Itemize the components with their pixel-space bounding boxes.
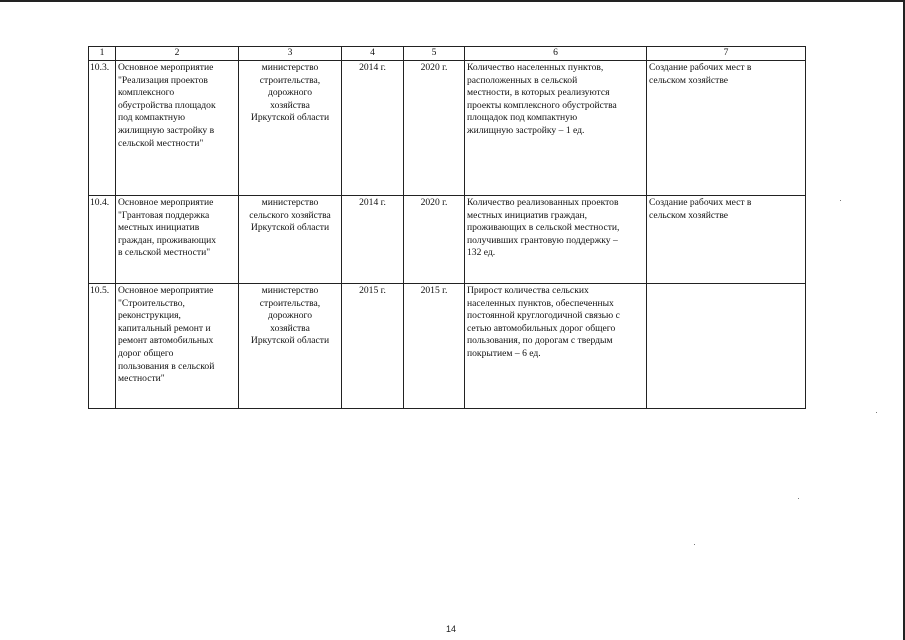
scan-speck	[876, 412, 877, 413]
start-year: 2014 г.	[342, 196, 404, 284]
header-col-5: 5	[404, 47, 465, 61]
indicator: Прирост количества сельских населенных пунктов, обеспеченных постоянной круглогодичной связью с сетью автомобильных дорог общего пользования, по дорогам с твердым покрытием – 6 ед.	[465, 284, 647, 409]
event-name: Основное мероприятие "Строительство, реконструкция, капитальный ремонт и ремонт автомобильных дорог общего пользования в сельской местности"	[116, 284, 239, 409]
event-name: Основное мероприятие "Реализация проектов комплексного обустройства площадок под компактную жилищную застройку в сельской местности"	[116, 61, 239, 196]
event-name: Основное мероприятие "Грантовая поддержка местных инициатив граждан, проживающих в сельской местности"	[116, 196, 239, 284]
indicator: Количество реализованных проектов местных инициатив граждан, проживающих в сельской местности, получивших грантовую поддержку – 132 ед.	[465, 196, 647, 284]
header-col-1: 1	[89, 47, 116, 61]
table-row	[89, 196, 806, 284]
executor: министерство строительства, дорожного хозяйства Иркутской области	[239, 284, 342, 409]
end-year: 2015 г.	[404, 284, 465, 409]
scan-speck	[798, 498, 799, 499]
page-number: 14	[446, 624, 457, 634]
row-number: 10.4.	[89, 196, 116, 284]
start-year: 2014 г.	[342, 61, 404, 196]
table-row	[89, 61, 806, 196]
scan-speck	[840, 200, 841, 201]
header-col-2: 2	[116, 47, 239, 61]
table-row	[89, 284, 806, 409]
row-number: 10.3.	[89, 61, 116, 196]
indicator: Количество населенных пунктов, расположенных в сельской местности, в которых реализуются проекты комплексного обустройства площадок под компактную жилищную застройку – 1 ед.	[465, 61, 647, 196]
executor: министерство сельского хозяйства Иркутской области	[239, 196, 342, 284]
end-year: 2020 г.	[404, 61, 465, 196]
header-col-7: 7	[647, 47, 806, 61]
header-col-4: 4	[342, 47, 404, 61]
program-measures-table	[88, 46, 806, 409]
start-year: 2015 г.	[342, 284, 404, 409]
end-year: 2020 г.	[404, 196, 465, 284]
header-row	[89, 47, 806, 61]
expected-result	[647, 284, 806, 409]
row-number: 10.5.	[89, 284, 116, 409]
header-col-6: 6	[465, 47, 647, 61]
page-edge-top	[0, 0, 905, 2]
scan-speck	[694, 544, 695, 545]
expected-result: Создание рабочих мест в сельском хозяйстве	[647, 61, 806, 196]
executor: министерство строительства, дорожного хозяйства Иркутской области	[239, 61, 342, 196]
header-col-3: 3	[239, 47, 342, 61]
expected-result: Создание рабочих мест в сельском хозяйстве	[647, 196, 806, 284]
